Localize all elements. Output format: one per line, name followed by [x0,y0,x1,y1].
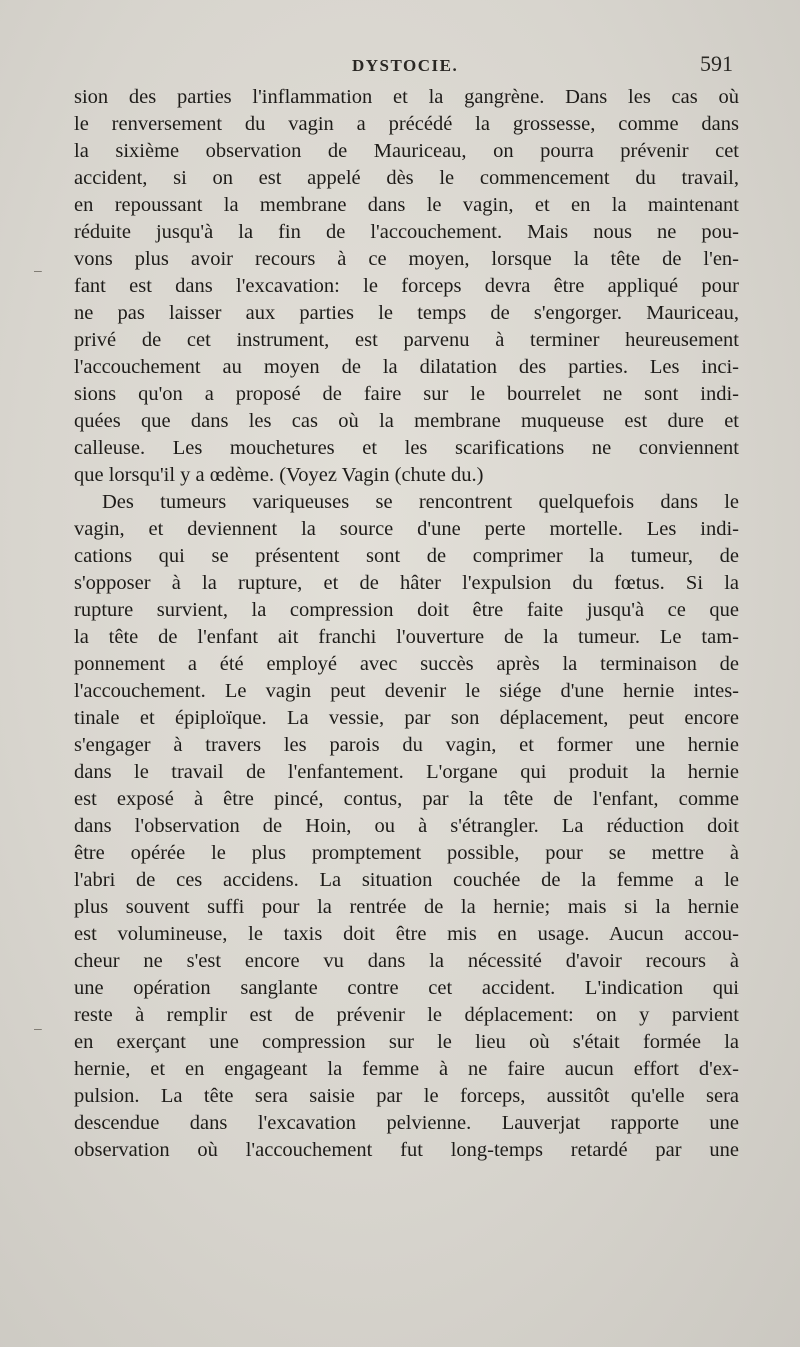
text-line: vons plus avoir recours à ce moyen, lorsque la tête de l'en- [74,248,739,270]
running-head: DYSTOCIE. [352,56,459,75]
text-line: dans l'observation de Hoin, ou à s'étrangler. La réduction doit [74,815,739,837]
text-line: dans le travail de l'enfantement. L'organe qui produit la hernie [74,761,739,783]
text-line: être opérée le plus promptement possible, pour se mettre à [74,842,739,864]
text-line: tinale et épiploïque. La vessie, par son déplacement, peut encore [74,707,739,729]
text-line: cheur ne s'est encore vu dans la nécessité d'avoir recours à [74,950,739,972]
text-line: s'engager à travers les parois du vagin, et former une hernie [74,734,739,756]
text-line: observation où l'accouchement fut long-temps retardé par une [74,1139,739,1161]
text-line: pulsion. La tête sera saisie par le forceps, aussitôt qu'elle sera [74,1085,739,1107]
page-number: 591 [700,51,733,76]
text-line: est volumineuse, le taxis doit être mis en usage. Aucun accou- [74,923,739,945]
body-text [74,84,739,1164]
text-line: une opération sanglante contre cet accident. L'indication qui [74,977,739,999]
text-line: Des tumeurs variqueuses se rencontrent quelquefois dans le [102,491,739,513]
text-line: vagin, et deviennent la source d'une perte mortelle. Les indi- [74,518,739,540]
text-line: l'accouchement au moyen de la dilatation des parties. Les inci- [74,356,739,378]
text-line: l'abri de ces accidens. La situation couchée de la femme a le [74,869,739,891]
text-line: s'opposer à la rupture, et de hâter l'expulsion du fœtus. Si la [74,572,739,594]
text-line: réduite jusqu'à la fin de l'accouchement. Mais nous ne pou- [74,221,739,243]
paragraph-varicose-tumors [74,489,739,1164]
text-line: rupture survient, la compression doit être faite jusqu'à ce que [74,599,739,621]
text-line: cations qui se présentent sont de comprimer la tumeur, de [74,545,739,567]
paragraph-prolapse [74,84,739,489]
text-line: sion des parties l'inflammation et la gangrène. Dans les cas où [74,86,739,108]
text-line: la tête de l'enfant ait franchi l'ouverture de la tumeur. Le tam- [74,626,739,648]
text-line: hernie, et en engageant la femme à ne faire aucun effort d'ex- [74,1058,739,1080]
text-line: ponnement a été employé avec succès après la terminaison de [74,653,739,675]
text-line: descendue dans l'excavation pelvienne. Lauverjat rapporte une [74,1112,739,1134]
text-line: en repoussant la membrane dans le vagin, et en la maintenant [74,194,739,216]
text-line: ne pas laisser aux parties le temps de s'engorger. Mauriceau, [74,302,739,324]
text-line: plus souvent suffi pour la rentrée de la hernie; mais si la hernie [74,896,739,918]
text-line: quées que dans les cas où la membrane muqueuse est dure et [74,410,739,432]
text-line: en exerçant une compression sur le lieu où s'était formée la [74,1031,739,1053]
page-header [0,52,800,82]
text-line: l'accouchement. Le vagin peut devenir le siége d'une hernie intes- [74,680,739,702]
text-line: que lorsqu'il y a œdème. (Voyez Vagin (chute du.) [74,464,484,486]
text-line: privé de cet instrument, est parvenu à terminer heureusement [74,329,739,351]
text-line: sions qu'on a proposé de faire sur le bourrelet ne sont indi- [74,383,739,405]
margin-dash-mark: – [34,1020,42,1036]
text-line: le renversement du vagin a précédé la grossesse, comme dans [74,113,739,135]
text-line: calleuse. Les mouchetures et les scarifications ne conviennent [74,437,739,459]
text-line: accident, si on est appelé dès le commencement du travail, [74,167,739,189]
text-line: la sixième observation de Mauriceau, on pourra prévenir cet [74,140,739,162]
margin-dash-mark: – [34,262,42,278]
text-line: reste à remplir est de prévenir le déplacement: on y parvient [74,1004,739,1026]
text-line: est exposé à être pincé, contus, par la tête de l'enfant, comme [74,788,739,810]
text-line: fant est dans l'excavation: le forceps devra être appliqué pour [74,275,739,297]
